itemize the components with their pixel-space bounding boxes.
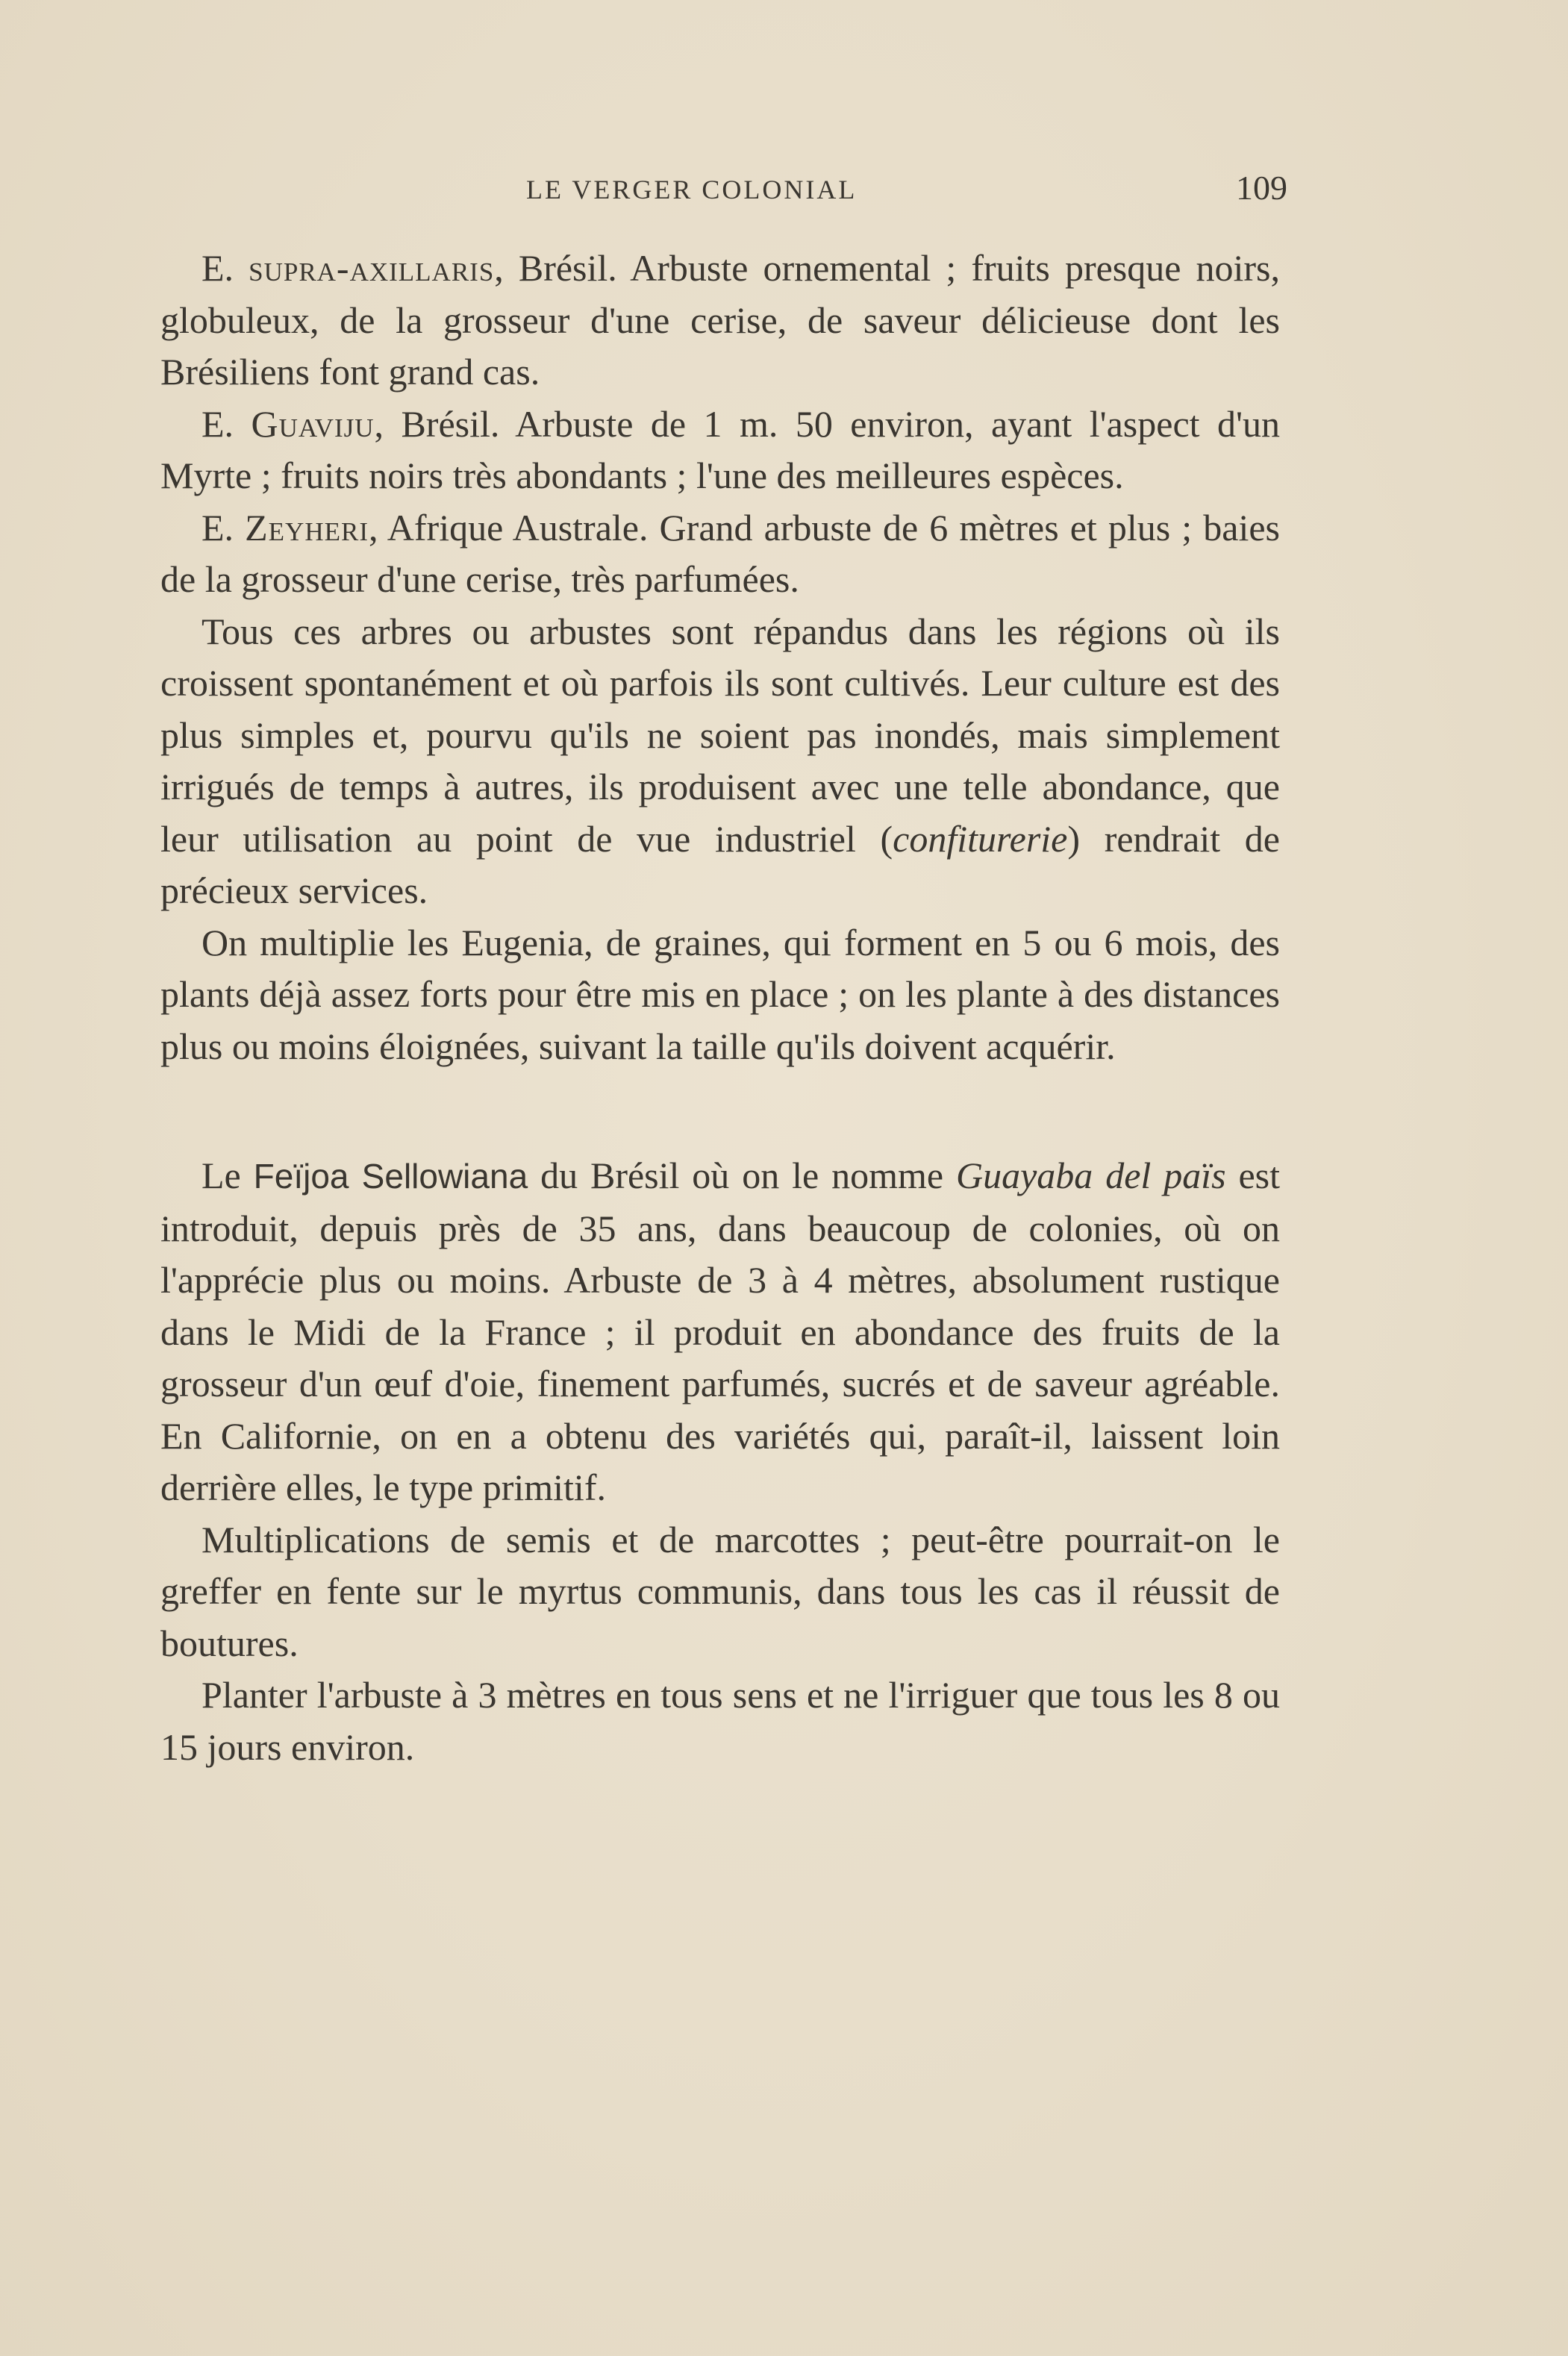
species-name: supra-axillaris [249,247,495,289]
entry-zeyheri [160,502,1280,606]
entry-prefix: E. [202,247,249,289]
species-name: Zeyheri [245,506,369,549]
species-name: Feïjoa Sellowiana [253,1157,528,1196]
entry-prefix: E. [202,402,252,445]
page-number: 109 [1236,169,1287,207]
entry-text: , Brésil. Arbuste ornemental ; fruits presque noirs, globuleux, de la grosseur d'une cerise, de saveur délicieuse dont les Brésiliens font grand cas. [160,247,1280,393]
page-header [160,168,1287,213]
paragraph-tous [160,606,1280,917]
entry-prefix: E. [202,506,246,549]
entry-supra-axillaris [160,243,1280,399]
entry-guaviju [160,399,1280,502]
paragraph-text: Tous ces arbres ou arbustes sont répandus dans les régions où ils croissent spontanément et où parfois ils sont cultivés. Leur culture est des plus simples et, pourvu qu'ils ne soient pas inondés, mais simplement irrigués de temps à autres, ils produisent avec une telle abondance, que leur utilisation au point de vue industriel ( [160,610,1280,860]
paragraph-multiplie: On multiplie les Eugenia, de graines, qui forment en 5 ou 6 mois, des plants déjà assez forts pour être mis en place ; on les plante à des distances plus ou moins éloignées, suivant la taille qu'ils doivent acquérir. [160,921,1280,1067]
section-gap [160,1072,1280,1150]
species-name: Guaviju [251,402,375,445]
paragraph-feijoa [160,1150,1280,1514]
page-body [160,243,1280,1773]
paragraph-text: ) rendrait de précieux services. [160,817,1281,911]
paragraph-multiplications: Multiplications de semis et de marcottes ; peut-être pourrait-on le greffer en fente sur le myrtus communis, dans tous les cas il réussit de boutures. [160,1518,1280,1664]
paragraph-text: du Brésil où on le nomme [528,1154,956,1196]
paragraph-planter: Planter l'arbuste à 3 mètres en tous sens et ne l'irriguer que tous les 8 ou 15 jours environ. [160,1674,1280,1768]
entry-text: , Brésil. Arbuste de 1 m. 50 environ, ayant l'aspect d'un Myrte ; fruits noirs très abondants ; l'une des meilleures espèces. [160,402,1281,496]
paragraph-text: Le [202,1154,254,1196]
entry-text: , Afrique Australe. Grand arbuste de 6 mètres et plus ; baies de la grosseur d'une cerise, très parfumées. [160,506,1280,600]
italic-term: confiturerie [893,817,1068,860]
italic-term: Guayaba del païs [956,1154,1226,1196]
paragraph-text: est introduit, depuis près de 35 ans, dans beaucoup de colonies, où on l'apprécie plus ou moins. Arbuste de 3 à 4 mètres, absolument rustique dans le Midi de la France ; il produit en abondance des fruits de la grosseur d'un œuf d'oie, finement parfumés, sucrés et de saveur agréable. En Californie, on en a obtenu des variétés qui, paraît-il, laissent loin derrière elles, le type primitif. [160,1154,1280,1508]
running-title: LE VERGER COLONIAL [526,175,858,204]
